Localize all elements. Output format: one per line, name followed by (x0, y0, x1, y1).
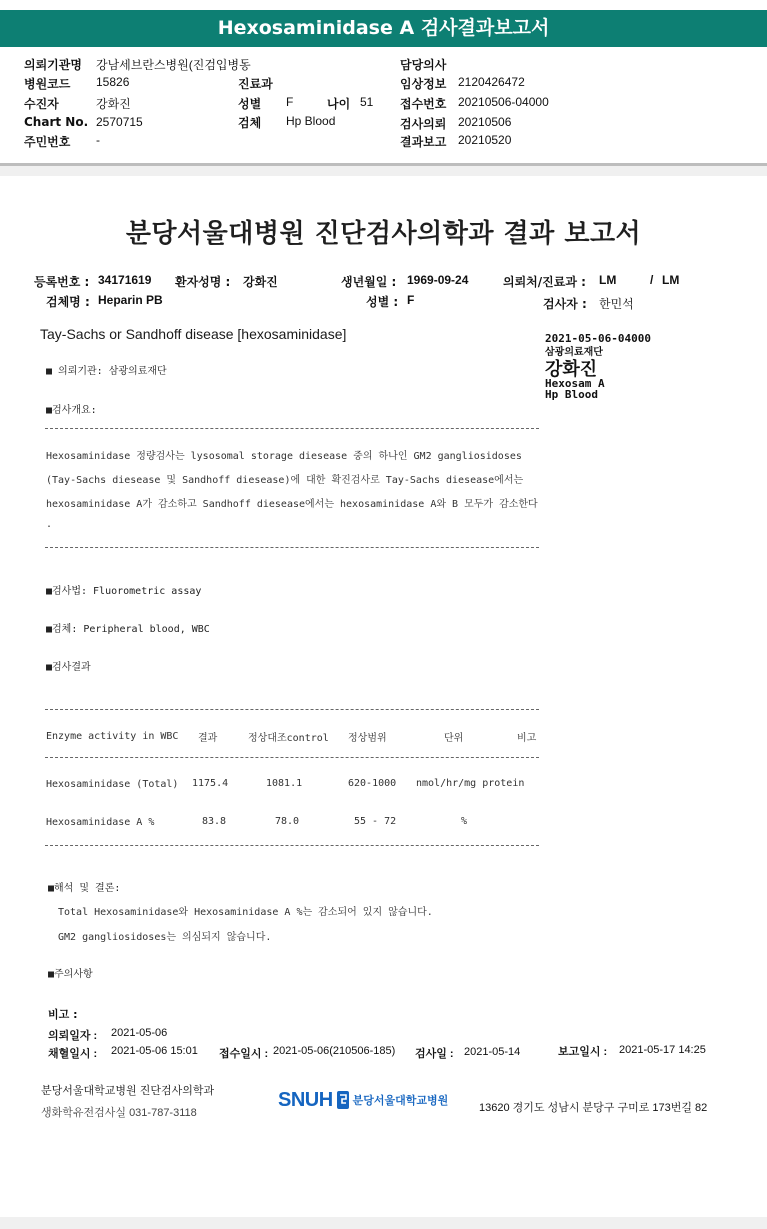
dob-value: 1969-09-24 (407, 273, 469, 287)
institution-label: 의뢰기관명 (24, 58, 82, 72)
receive-date-value: 2021-05-06(210506-185) (273, 1045, 396, 1057)
test-date-value: 2021-05-14 (464, 1046, 521, 1058)
request-value: 20210506 (458, 115, 512, 129)
report-label: 결과보고 (400, 135, 447, 149)
test-date-label: 검사일 : (415, 1048, 454, 1060)
stamp-line2: 삼광의료재단 (545, 347, 603, 358)
report-value: 20210520 (458, 133, 512, 147)
interpretation-label: ■해석 및 결론: (48, 883, 121, 894)
report-date-value: 2021-05-17 14:25 (619, 1044, 706, 1056)
row2-control: 78.0 (275, 816, 300, 827)
table-header-control: 정상대조control (248, 733, 329, 744)
row1-unit: nmol/hr/mg protein (416, 778, 525, 789)
report-title: 분당서울대병원 진단검사의학과 결과 보고서 (125, 219, 642, 249)
dob-label: 생년월일 : (341, 275, 397, 289)
patient-value: 강화진 (96, 97, 131, 111)
ref-sep: / (650, 273, 654, 287)
row1-range: 620-1000 (348, 778, 397, 789)
chart-value: 2570715 (96, 115, 143, 129)
remark-label: 비고 : (48, 1008, 78, 1021)
divider-dash (45, 757, 539, 758)
resident-value: - (96, 133, 100, 147)
row1-enzyme: Hexosaminidase (Total) (46, 779, 179, 790)
test-name: Tay-Sachs or Sandhoff disease [hexosaminidase] (40, 326, 347, 342)
divider-dash (45, 428, 539, 429)
age-value: 51 (360, 95, 374, 109)
snuh-logo-name: 분당서울대학교병원 (352, 1094, 449, 1107)
name-label: 환자성명 : (175, 275, 231, 289)
clinical-label: 임상정보 (400, 77, 447, 91)
tester-label: 검사자 : (543, 297, 587, 311)
chart-label: Chart No. (24, 115, 89, 129)
clinical-value: 2120426472 (458, 75, 525, 89)
specimen-value: Hp Blood (286, 114, 336, 128)
footer-dept: 분당서울대학교병원 진단검사의학과 (41, 1085, 215, 1097)
age-label: 나이 (327, 97, 351, 111)
snuh-mark-icon (336, 1090, 350, 1110)
stamp-line4: Hexosam A (545, 377, 605, 390)
table-header-range: 정상범위 (348, 733, 387, 744)
report-date-label: 보고일시 : (558, 1046, 608, 1058)
stamp-line1: 2021-05-06-04000 (545, 332, 651, 345)
divider-dash (45, 845, 539, 846)
divider-dash (45, 709, 539, 710)
request-date-value: 2021-05-06 (111, 1027, 168, 1039)
row2-enzyme: Hexosaminidase A % (46, 817, 155, 828)
report-sex-value: F (407, 293, 415, 307)
patient-label: 수진자 (24, 97, 59, 111)
caution-label: ■주의사항 (48, 969, 93, 980)
institution-value: 강남세브란스병원(진검입병동 (96, 58, 251, 72)
specimen-name-value: Heparin PB (98, 293, 163, 307)
gap-strip (0, 166, 767, 176)
snuh-logo-text: SNUH (278, 1088, 333, 1111)
row2-range: 55 - 72 (354, 816, 397, 827)
interpretation-line-1: Total Hexosaminidase와 Hexosaminidase A %는 감소되어 있지 않습니다. (58, 907, 433, 918)
divider-dash (45, 547, 539, 548)
table-header-result: 결과 (198, 733, 218, 744)
row2-result: 83.8 (202, 816, 227, 827)
report-sex-label: 성별 : (366, 295, 399, 309)
specimen-section: ■검체: Peripheral blood, WBC (46, 624, 210, 635)
table-header-unit: 단위 (444, 733, 464, 744)
reception-value: 20210506-04000 (458, 95, 549, 109)
ref-label: 의뢰처/진료과 : (503, 275, 586, 289)
row1-result: 1175.4 (192, 778, 229, 789)
stamp-line3: 강화진 (545, 359, 598, 380)
bottom-strip (0, 1217, 767, 1229)
footer-lab: 생화학유전검사실 031-787-3118 (41, 1107, 197, 1119)
overview-line-2: (Tay-Sachs diesease 및 Sandhoff diesease)에 대한 확진검사로 Tay-Sachs diesease에서는 (46, 475, 524, 486)
row2-unit: % (461, 816, 468, 827)
overview-line-4: . (46, 519, 53, 530)
reception-label: 접수번호 (400, 97, 447, 111)
hospital-code-value: 15826 (96, 75, 130, 89)
name-value: 강화진 (243, 275, 278, 289)
reg-label: 등록번호 : (34, 275, 90, 289)
resident-label: 주민번호 (24, 135, 71, 149)
table-header-enzyme: Enzyme activity in WBC (46, 731, 179, 742)
overview-label: ■검사개요: (46, 405, 97, 416)
row1-control: 1081.1 (266, 778, 303, 789)
overview-line-3: hexosaminidase A가 감소하고 Sandhoff diesease에서는 hexosaminidase A와 B 모두가 감소한다 (46, 499, 538, 510)
header-title: Hexosaminidase A 검사결과보고서 (217, 17, 550, 39)
reg-value: 34171619 (98, 273, 152, 287)
receive-date-label: 접수일시 : (219, 1048, 269, 1060)
method: ■검사법: Fluorometric assay (46, 586, 202, 597)
hospital-code-label: 병원코드 (24, 77, 71, 91)
doctor-label: 담당의사 (400, 58, 447, 72)
snuh-logo (278, 1087, 448, 1113)
table-header-note: 비고 (517, 733, 537, 744)
interpretation-line-2: GM2 gangliosidoses는 의심되지 않습니다. (58, 932, 272, 943)
specimen-name-label: 검체명 : (46, 295, 90, 309)
tester-value: 한민석 (599, 297, 634, 311)
collect-date-label: 채혈일시 : (48, 1048, 98, 1060)
request-date-label: 의뢰일자 : (48, 1030, 98, 1042)
result-label: ■검사결과 (46, 662, 91, 673)
request-label: 검사의뢰 (400, 117, 447, 131)
header-bar (0, 10, 767, 47)
department-label: 진료과 (238, 77, 273, 91)
sex-value: F (286, 95, 294, 109)
overview-line-1: Hexosaminidase 정량검사는 lysosomal storage diesease 중의 하나인 GM2 gangliosidoses (46, 451, 522, 462)
specimen-label: 검체 (238, 116, 262, 130)
collect-date-value: 2021-05-06 15:01 (111, 1045, 198, 1057)
footer-address: 13620 경기도 성남시 분당구 구미로 173번길 82 (479, 1102, 708, 1114)
sex-label: 성별 (238, 97, 262, 111)
ref-value2: LM (662, 273, 680, 287)
ref-value1: LM (599, 273, 617, 287)
stamp-line5: Hp Blood (545, 388, 598, 401)
ref-institution: ■ 의뢰기관: 삼광의료재단 (46, 366, 167, 377)
